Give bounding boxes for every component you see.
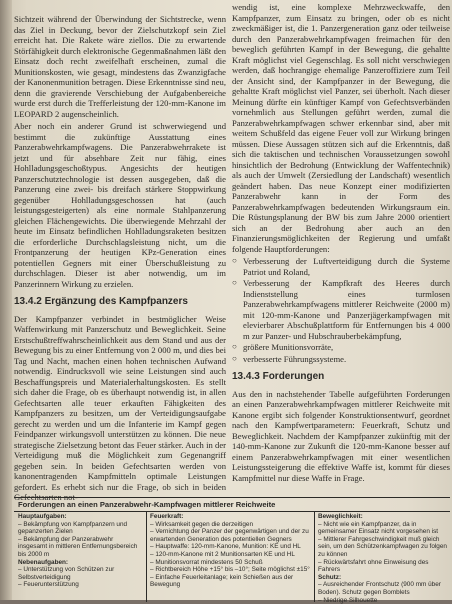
table-cell: – Ausreichender Frontschutz (900 mm über Boden). Schutz gegen Bomblets <box>318 581 441 596</box>
left-paragraph-3: Der Kampfpanzer verbindet in bestmöglicher Weise Waffenwirkung mit Panzerschutz und Beweglichkeit. Seine Erstschußtreffwahrscheinlichkeit aus dem Stand und aus der Bewegung bis zu einer Entfernung von 2 000 m, und dies bei Tag und Nacht, machen einen hohen technischen Aufwand notwendig. Eindrucksvoll wie seine Leistungen sind auch Beschaffungspreis und Materialerhaltungskosten. Es stellt sich daher die Frage, ob es überhaupt notwendig ist, in allen Gefechtsarten alle teuer erkauften Fähigkeiten des Kampfpanzers zu besitzen, um der Verteidigungsaufgabe gerecht zu werden und um die Infanterie im Kampf gegen Feindpanzer wirkungsvoll unterstützen zu können. Die neue strategische Zielsetzung betont das Feuer stärker. Auch in der Verteidigung muß die Möglichkeit zum Gegenangriff gegeben sein. In beiden Gefechtsarten werden von kanonentragenden Kampfmitteln optimale Leistungen gefordert. Es erhebt sich nur die Frage, ob sich in beiden Gefechtsarten not- <box>14 313 226 502</box>
bullet-circle-icon: ○ <box>232 278 237 287</box>
left-paragraph-2: Aber noch ein anderer Grund ist schwerwiegend und bestimmt die zukünftige Ausstattung eines Panzerabwehrkampfwagens. Die Panzerabwehrrakete ist jetzt und für absehbare Zeit nur fähig, eines Hohlladungsgeschoßtypus. Angesichts der heutigen Panzerschutztechnologie ist dessen ausgegeben, daß die Panzerung eine zwei- bis dreifach stärkere Stoppwirkung gegenüber Hohlladungsgeschossen hat (auch leistungsgesteigerten) als eine normale Stahlpanzerung gleichen Flächengewichts. Die überwiegende Mehrzahl der heute im Einsatz befindlichen Hohlladungsraketen besitzen die erforderliche Durchschlagsleistung nicht, um die Frontpanzerung der heutigen KPz-Generation eines potentiellen Gegners mit einer Überschußleistung zu durchschlagen. Dieser ist aber notwendig, um im Panzerinnern Wirkung zu erzielen. <box>14 121 226 289</box>
bullet-circle-icon: ○ <box>232 353 237 363</box>
table-cell: – Richtbereich Höhe +15° bis –10°; Seite möglichst ±15° <box>150 566 310 574</box>
table-subheading: Hauptaufgaben: <box>18 513 67 520</box>
table-subheading: Schutz: <box>318 573 342 581</box>
table-column-mobility-protection <box>318 513 448 604</box>
table-cell: – Mittlerer Fahrgeschwindigkeit muß gleich sein, um den Schützenkampfwagen zu folgen zu können <box>318 535 447 558</box>
list-item: ○ größere Munitionsvorräte, <box>232 342 334 352</box>
left-paragraph-1: Sichtzeit während der Überwindung der Sichtstrecke, wenn das Ziel in Deckung, bevor der Zielschutzkopf sein Ziel erreicht hat. Die Rakete wäre ziellos. Die zu erwartende Störfähigkeit durch elektronische Gegenmaßnahmen läßt den Einsatz doch recht zweifelhaft erscheinen, zumal die Munitionskosten, wie gesagt, mindestens das Zwanzigfache der Kanonenmunition betragen. Diese Erkenntnisse sind neu, denn die gravierende Verschiebung der Aufgabenbereiche wurde erst durch die Trefferleistung der 120-mm-Kanone im LEOPARD 2 augenscheinlich. <box>14 14 226 119</box>
list-item: ○ Verbesserung der Kampfkraft des Heeres durch Indienststellung eines turmlosen Panzerabwehrkampfwagens mittlerer Reichweite (2000 m) mit 120-mm-Kanone und Panzerjägerkampfwagen mit elevierbarer Abschußplattform für Entfernungen bis 4 000 m zur Panzer- und Hubschrauberbekämpfung, <box>232 278 450 341</box>
bullet-circle-icon: ○ <box>232 342 237 351</box>
table-divider <box>314 512 315 602</box>
section-heading-13-4-3: 13.4.3 Forderungen <box>232 371 325 382</box>
table-cell: – Munitionsvorrat mindestens 50 Schuß <box>150 558 263 566</box>
table-cell: – Nicht wie ein Kampfpanzer, da in gemeinsamer Einsatz nicht vorgesehen ist <box>318 520 439 536</box>
requirements-table <box>14 497 450 604</box>
right-column <box>232 2 450 485</box>
list-item: ○ Verbesserung der Luftverteidigung durch die Systeme Patriot und Roland, <box>232 256 450 277</box>
left-column <box>14 14 226 505</box>
right-paragraph-2: Aus den in nachstehender Tabelle aufgeführten Forderungen an einen Panzerabwehrkampfwagen mittlerer Reichweite mit Kanone ergibt sich folgender Konstruktionsentwurf, geordnet nach den Kampfwertparametern: Feuerkraft, Schutz und Beweglichkeit. Nachdem der Kampfpanzer zukünftig mit der 140-mm-Kanone zur Zukunft die 120-mm-Kanone besser auf einem Panzerabwehrkampfwagen mit einer wesentlichen Leistungssteigerung die effektive Waffe ist, kommt für dieses Kampfmittel nur diese Waffe in Frage. <box>232 388 450 483</box>
table-cell: – Bekämpfung von Kampfpanzern und gepanzerten Zielen <box>18 520 128 536</box>
list-item: ○ verbesserte Führungssysteme. <box>232 353 347 364</box>
table-cell: – Hauptwaffe: 120-mm-Kanone, Munition: KE und HL <box>150 543 301 551</box>
bullet-circle-icon: ○ <box>232 256 237 265</box>
table-divider <box>146 512 147 602</box>
right-paragraph-1: wendig ist, eine komplexe Mehrzweckwaffe, den Kampfpanzer, zum Einsatz zu bringen, oder ob es nicht zweckmäßiger ist, die 1. Panzergeneration ganz oder teilweise durch den Panzerabwehrkampfwagen freimachen für den beweglich geführten Kampf in der Bewegung, die gehaltte Kraft möglichst viel Gegenschlag. Es soll nicht verschwiegen werden, daß hochrangige ehemalige Panzeroffiziere zum Teil der Ansicht sind, der Kampfpanzer in der Bewegung, die gehaltte Kraft möglichst viel Panzer, sei überholt. Nach dieser Meinung dürfte ein künftiger Kampf von Gefechtsverbänden vornehmlich aus Stellungen geführt werden, zumal die Panzerabwehrkampfwagen schwer erkennbar sind, aber mit weitem Schußfeld das eigene Feuer voll zur Wirkung bringen müssen. Diese Aussagen stützen sich auf die Erkenntnis, daß sich die taktischen und technischen Voraussetzungen sowohl hinsichtlich der Bedrohung (Entwicklung der Waffentechnik) als auch der Umwelt (Zersiedlung der Landschaft) wesentlich geändert haben. Das neue Konzept einer modifizierten Panzerabwehr kann in der Form des Panzerabwehrkampfwagen bedeutenden Wirkungsraum ein. Die Rüstungsplanung der BW bis zum Jahre 2000 orientiert sich an der Bedrohung aber auch an den Finanzierungsmöglichkeiten der Regierung und umfaßt folgende Hauptforderungen: <box>232 2 450 254</box>
table-cell: – 120-mm-Kanone mit 2 Munitionsarten KE und HL <box>150 550 295 558</box>
table-caption: Forderungen an einen Panzerabwehr-Kampfwagen mittlerer Reichweite <box>14 498 450 512</box>
table-cell: – Bekämpfung der Panzerabwehr insgesamt in mittleren Entfernungsbereich bis 2000 m <box>18 535 138 558</box>
table-subheading: Feuerkraft: <box>150 513 184 520</box>
table-cell: – Vernichtung der Panzer der gegenwärtigen und der zu erwartenden Generation des potentiellen Gegners <box>150 528 309 543</box>
table-column-tasks <box>18 513 143 589</box>
table-cell: – Rückwärtsfahrt ohne Einweisung des Fahrers <box>318 558 429 574</box>
book-gutter <box>0 0 12 600</box>
table-cell: – Unterstützung von Schützen zur Selbstverteidigung <box>18 566 115 581</box>
table-cell: – Niedrige Silhouette <box>318 596 378 604</box>
table-subheading: Beweglichkeit: <box>318 513 363 520</box>
table-column-firepower <box>150 513 312 589</box>
table-cell: – Einfache Feuerleitanlage; kein Schießen aus der Bewegung <box>150 573 294 589</box>
requirements-list <box>232 256 450 364</box>
table-cell: – Feuerunterstützung <box>18 581 79 589</box>
section-heading-13-4-2: 13.4.2 Ergänzung des Kampfpanzers <box>14 296 188 307</box>
table-cell: – Wirksamkeit gegen die derzeitigen <box>150 520 254 528</box>
table-subheading: Nebenaufgaben: <box>18 558 69 566</box>
